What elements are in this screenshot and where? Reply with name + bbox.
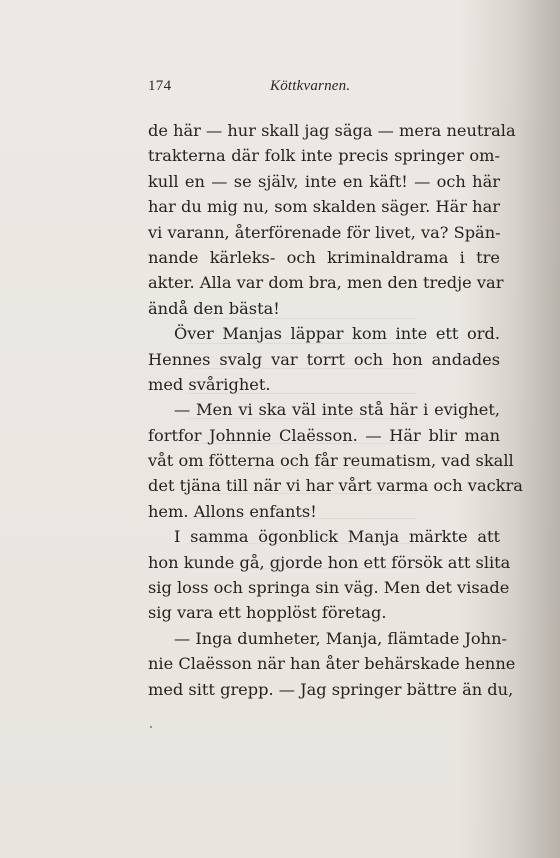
text-line: trakterna där folk inte precis springer om-	[148, 146, 500, 166]
text-line: I samma ögonblick Manja märkte att	[174, 527, 500, 547]
body-text	[148, 118, 523, 702]
text-line: sig loss och springa sin väg. Men det visade	[148, 578, 510, 598]
text-line: med svårighet.	[148, 374, 271, 394]
text-line: de här — hur skall jag säga — mera neutrala	[148, 121, 516, 140]
text-line: akter. Alla var dom bra, men den tredje var	[148, 273, 504, 293]
text-line: Hennes svalg var torrt och hon andades	[148, 349, 500, 369]
text-line: med sitt grepp. — Jag springer bättre än du,	[148, 679, 514, 699]
paper-speck	[150, 726, 152, 728]
text-line: nie Claësson när han åter behärskade henne	[148, 654, 516, 674]
text-line: — Inga dumheter, Manja, flämtade John-	[174, 628, 507, 648]
text-line: har du mig nu, som skalden säger. Här har	[148, 197, 500, 217]
running-title: Köttkvarnen.	[270, 78, 351, 94]
text-line: Över Manjas läppar kom inte ett ord.	[174, 324, 500, 344]
text-line: hon kunde gå, gjorde hon ett försök att slita	[148, 552, 511, 572]
text-line: kull en — se själv, inte en käft! — och här	[148, 171, 500, 191]
text-line: våt om fötterna och får reumatism, vad skall	[148, 451, 514, 471]
text-line: hem. Allons enfants!	[148, 501, 317, 521]
text-line: fortfor Johnnie Claësson. — Här blir man	[148, 425, 500, 445]
text-line: det tjäna till när vi har vårt varma och vackra	[148, 476, 523, 496]
text-line: nande kärleks- och kriminaldrama i tre	[148, 247, 500, 267]
text-line: — Men vi ska väl inte stå här i evighet,	[174, 400, 500, 420]
text-line: ändå den bästa!	[148, 298, 280, 318]
text-line: vi varann, återförenade för livet, va? Spän-	[148, 222, 501, 242]
page-header	[148, 78, 478, 100]
text-line: sig vara ett hopplöst företag.	[148, 603, 387, 623]
page-number: 174	[148, 78, 172, 94]
